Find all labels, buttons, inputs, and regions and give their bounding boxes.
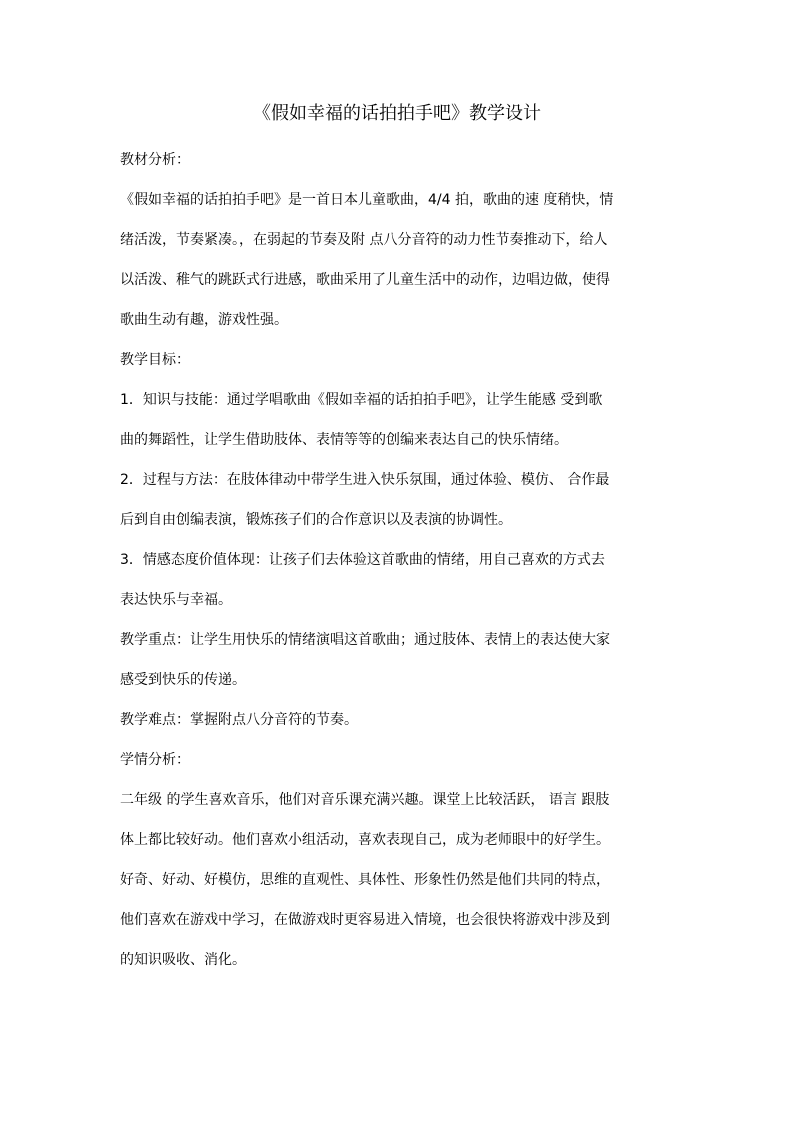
heading-learner-analysis: 学情分析：: [120, 752, 190, 768]
body-line: 以活泼、稚气的跳跃式行进感，歌曲采用了儿童生活中的动作，边唱边做，使得: [120, 272, 610, 288]
body-line: 体上都比较好动。他们喜欢小组活动，喜欢表现自己，成为老师眼中的好学生。: [120, 832, 610, 848]
body-line: 歌曲生动有趣，游戏性强。: [120, 312, 288, 328]
heading-key-points: 教学重点：让学生用快乐的情绪演唱这首歌曲；通过肢体、表情上的表达使大家: [120, 632, 610, 648]
body-line: 表达快乐与幸福。: [120, 592, 232, 608]
heading-textbook-analysis: 教材分析：: [120, 152, 190, 168]
body-line: 曲的舞蹈性，让学生借助肢体、表情等等的创编来表达自己的快乐情绪。: [120, 432, 568, 448]
document-title: 《假如幸福的话拍拍手吧》教学设计: [253, 103, 541, 124]
body-line: 他们喜欢在游戏中学习，在做游戏时更容易进入情境，也会很快将游戏中涉及到: [120, 912, 610, 928]
body-line: 的知识吸收、消化。: [120, 952, 246, 968]
body-line: 二年级 的学生喜欢音乐，他们对音乐课充满兴趣。课堂上比较活跃， 语言 跟肢: [120, 792, 610, 808]
body-line: 1．知识与技能：通过学唱歌曲《假如幸福的话拍拍手吧》，让学生能感 受到歌: [120, 392, 603, 408]
body-line: 好奇、好动、好模仿，思维的直观性、具体性、形象性仍然是他们共同的特点，: [120, 872, 610, 888]
heading-teaching-goals: 教学目标：: [120, 352, 190, 368]
body-line: 绪活泼，节奏紧凑。，在弱起的节奏及附 点八分音符的动力性节奏推动下，给人: [120, 232, 608, 248]
body-line: 2．过程与方法：在肢体律动中带学生进入快乐氛围，通过体验、模仿、 合作最: [120, 472, 610, 488]
heading-difficulties: 教学难点：掌握附点八分音符的节奏。: [120, 712, 358, 728]
body-line: 后到自由创编表演，锻炼孩子们的合作意识以及表演的协调性。: [120, 512, 512, 528]
body-line: 3．情感态度价值体现：让孩子们去体验这首歌曲的情绪，用自己喜欢的方式去: [120, 552, 605, 568]
document-body: [120, 146, 678, 986]
body-line: 《假如幸福的话拍拍手吧》是一首日本儿童歌曲，4/4 拍，歌曲的速 度稍快，情: [120, 192, 614, 208]
body-line: 感受到快乐的传递。: [120, 672, 246, 688]
